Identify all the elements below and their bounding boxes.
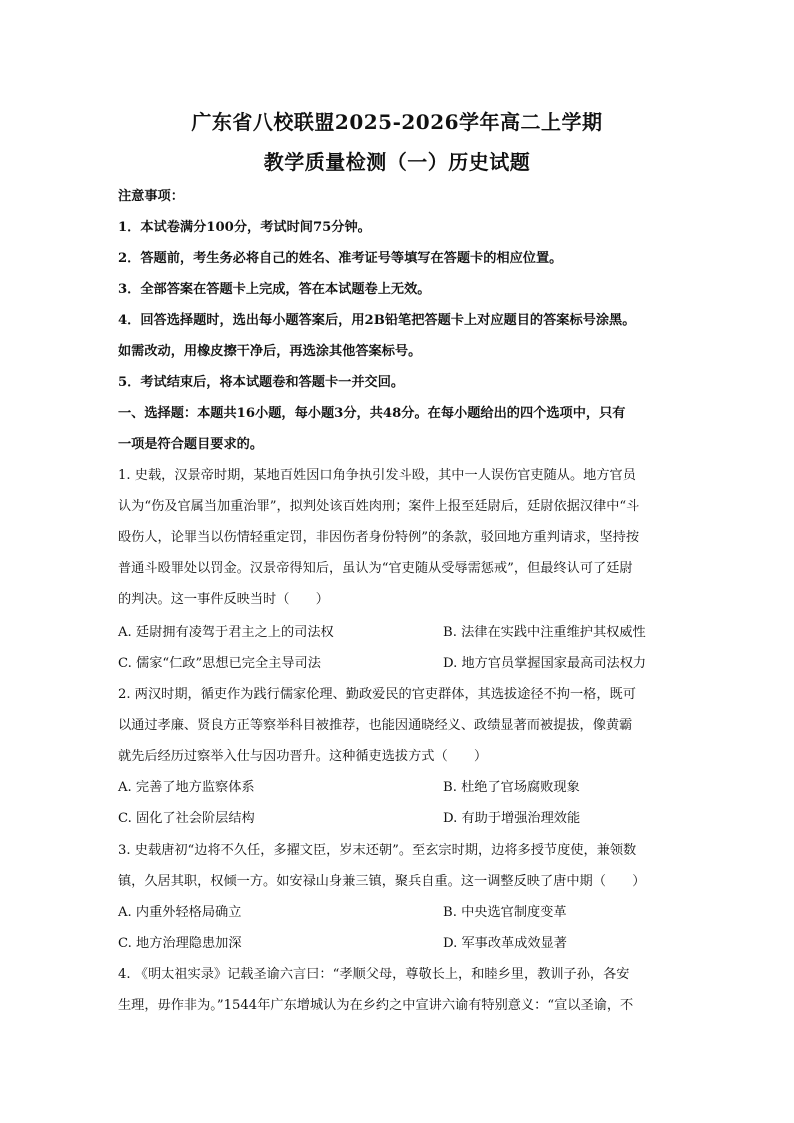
question-text-line: 认为“伤及官属当加重治罪”，拟判处该百姓肉刑；案件上报至廷尉后，廷尉依据汉律中“斗 [118, 499, 640, 514]
q3-option-b: B. 中央选官制度变革 [443, 905, 567, 920]
question-3 [118, 835, 678, 897]
question-text-line: 的判决。这一事件反映当时（ ） [118, 592, 329, 607]
q3-options-row1 [118, 897, 678, 928]
q3-options-row2 [118, 928, 678, 959]
question-text-line: 1. 史载，汉景帝时期，某地百姓因口角争执引发斗殴，其中一人误伤官吏随从。地方官员 [118, 468, 636, 483]
question-text-line: 生理，毋作非为。”1544年广东增城认为在乡约之中宣讲六谕有特别意义：“宣以圣谕，不 [118, 998, 634, 1013]
q1-option-a: A. 廷尉拥有凌驾于君主之上的司法权 [118, 625, 334, 640]
q3-option-a: A. 内重外轻格局确立 [118, 905, 242, 920]
q1-options-row2 [118, 648, 678, 679]
q1-option-b: B. 法律在实践中注重维护其权威性 [443, 625, 646, 640]
question-text-line: 3. 史载唐初“边将不久任，多擢文臣，岁末还朝”。至玄宗时期，边将多授节度使，兼领数 [118, 843, 637, 858]
exam-title-line2: 教学质量检测（一）历史试题 [263, 150, 531, 174]
q3-option-d: D. 军事改革成效显著 [443, 936, 567, 951]
notice-item: 5．考试结束后，将本试题卷和答题卡一并交回。 [118, 375, 405, 390]
q1-option-c: C. 儒家“仁政”思想已完全主导司法 [118, 656, 321, 671]
question-text-line: 就先后经历过察举入仕与因功晋升。这种循吏选拔方式（ ） [118, 749, 488, 764]
q2-option-b: B. 杜绝了官场腐败现象 [443, 780, 580, 795]
notice-item: 4．回答选择题时，选出每小题答案后，用2B铅笔把答题卡上对应题目的答案标号涂黑。 [118, 313, 636, 328]
notice-item: 2．答题前，考生务必将自己的姓名、准考证号等填写在答题卡的相应位置。 [118, 251, 563, 266]
q1-options-row1 [118, 617, 678, 648]
question-text-line: 普通斗殴罪处以罚金。汉景帝得知后，虽认为“官吏随从受辱需惩戒”，但最终认可了廷尉 [118, 561, 633, 576]
q3-option-c: C. 地方治理隐患加深 [118, 936, 242, 951]
question-text-line: 镇，久居其职，权倾一方。如安禄山身兼三镇，聚兵自重。这一调整反映了唐中期（ ） [118, 874, 646, 889]
question-1 [118, 460, 678, 615]
question-2 [118, 679, 678, 772]
section-heading-line2: 一项是符合题目要求的。 [118, 437, 264, 452]
question-4 [118, 959, 678, 1021]
q2-options-row2 [118, 803, 678, 834]
question-text-line: 4. 《明太祖实录》记载圣谕六言曰：“孝顺父母，尊敬长上，和睦乡里，教训子孙，各安 [118, 967, 630, 982]
notice-item: 1．本试卷满分100分，考试时间75分钟。 [118, 220, 371, 235]
notice-section [118, 181, 678, 460]
q2-options-row1 [118, 772, 678, 803]
q2-option-a: A. 完善了地方监察体系 [118, 780, 255, 795]
notice-item: 3．全部答案在答题卡上完成，答在本试题卷上无效。 [118, 282, 431, 297]
q2-option-d: D. 有助于增强治理效能 [443, 811, 581, 826]
question-text-line: 以通过孝廉、贤良方正等察举科目被推荐，也能因通晓经义、政绩显著而被提拔，像黄霸 [118, 718, 633, 733]
section-heading-line1: 一、选择题：本题共16小题，每小题3分，共48分。在每小题给出的四个选项中，只有 [118, 406, 626, 421]
question-text-line: 殴伤人，论罪当以伤情轻重定罚，非因伤者身份特例”的条款，驳回地方重判请求，坚持按 [118, 530, 640, 545]
notice-heading: 注意事项： [118, 189, 184, 204]
q1-option-d: D. 地方官员掌握国家最高司法权力 [443, 656, 647, 671]
question-text-line: 2. 两汉时期，循吏作为践行儒家伦理、勤政爱民的官吏群体，其选拔途径不拘一格，既可 [118, 687, 636, 702]
q2-option-c: C. 固化了社会阶层结构 [118, 811, 255, 826]
exam-title-line1: 广东省八校联盟2025-2026学年高二上学期 [191, 110, 603, 134]
notice-item: 如需改动，用橡皮擦干净后，再选涂其他答案标号。 [118, 344, 422, 359]
